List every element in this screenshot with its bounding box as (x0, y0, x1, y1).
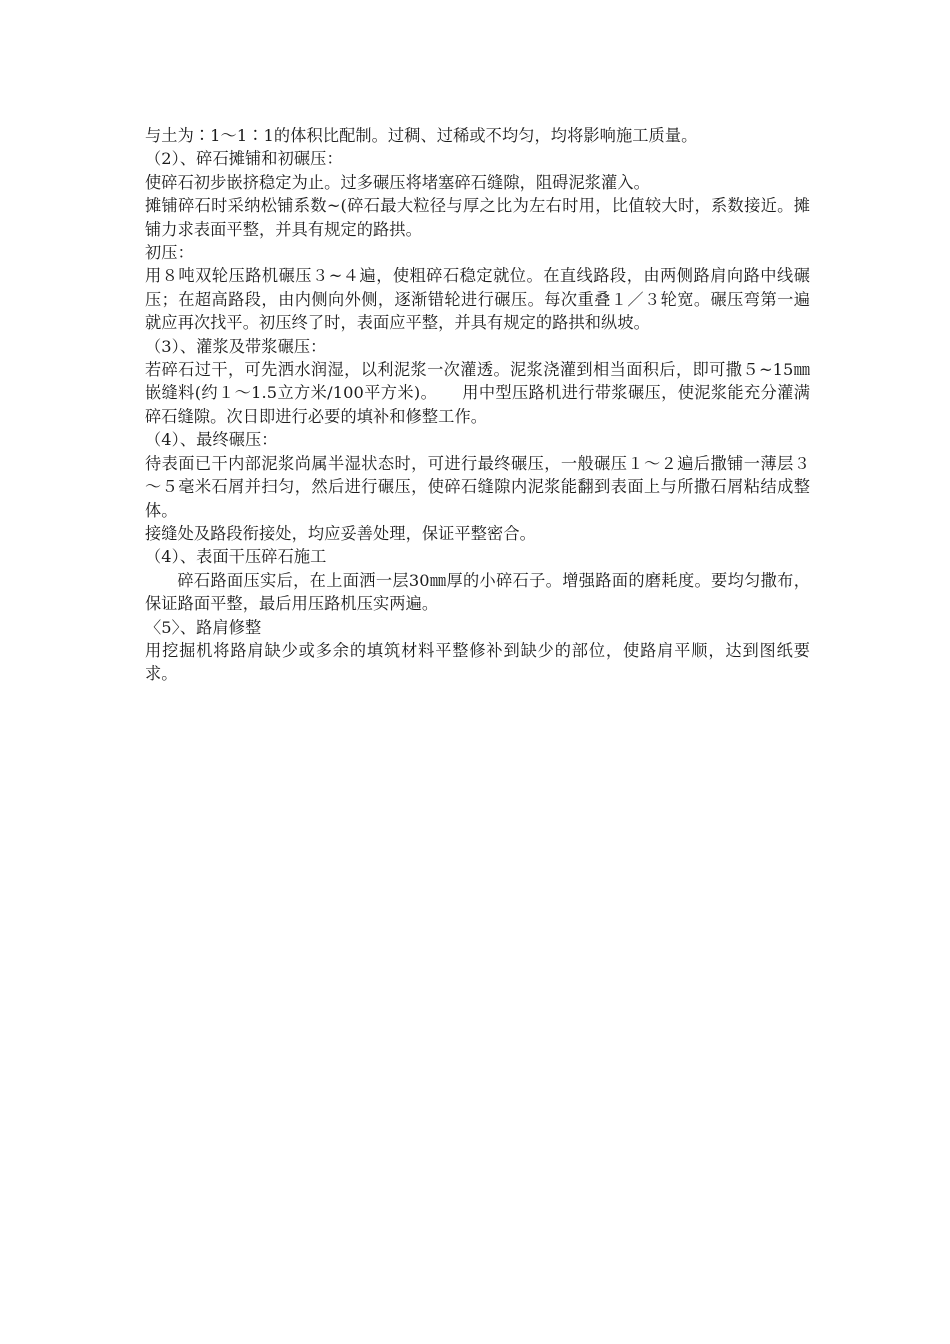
paragraph-mix-ratio: 与土为∶1～1∶1的体积比配制。过稠、过稀或不均匀，均将影响施工质量。 (145, 126, 698, 145)
paragraph-dry-pressed-surface: 碎石路面压实后，在上面洒一层30㎜厚的小碎石子。增强路面的磨耗度。要均匀撒布，保证路面平整，最后用压路机压实两遍。 (145, 570, 810, 614)
heading-final-rolling: （4）、最终碾压： (145, 430, 278, 450)
paragraph-final-rolling: 待表面已干内部泥浆尚属半湿状态时，可进行最终碾压，一般碾压１～２遍后撒铺一薄层３～５毫米石屑并扫匀，然后进行碾压，使碎石缝隙内泥浆能翻到表面上与所撒石屑粘结成整体。 (145, 453, 810, 520)
heading-grouting-rolling: （3）、灌浆及带浆碾压： (145, 336, 327, 356)
paragraph-shoulder-trimming: 用挖掘机将路肩缺少或多余的填筑材料平整修补到缺少的部位，使路肩平顺，达到图纸要求。 (145, 640, 810, 684)
heading-spreading-initial-rolling: （2）、碎石摊铺和初碾压： (145, 149, 343, 169)
document-page (145, 124, 810, 686)
paragraph-initial-interlock: 使碎石初步嵌挤稳定为止。过多碾压将堵塞碎石缝隙，阻碍泥浆灌入。 (145, 172, 650, 192)
heading-shoulder-trimming: 〈5〉、路肩修整 (145, 617, 262, 637)
paragraph-grouting: 若碎石过干，可先洒水润湿，以利泥浆一次灌透。泥浆浇灌到相当面积后，即可撒５~15㎜嵌缝料(约１～1.5立方米/100平方米)。 用中型压路机进行带浆碾压，使泥浆能充分灌满碎石缝隙。次日即进行必要的填补和修整工作。 (145, 360, 810, 426)
paragraph-initial-pressing: 用８吨双轮压路机碾压３~４遍，使粗碎石稳定就位。在直线路段，由两侧路肩向路中线碾压；在超高路段，由内侧向外侧，逐渐错轮进行碾压。每次重叠１／３轮宽。碾压弯第一遍就应再次找平。初压终了时，表面应平整，并具有规定的路拱和纵坡。 (145, 266, 810, 333)
paragraph-loose-coefficient: 摊铺碎石时采纳松铺系数~(碎石最大粒径与厚之比为左右时用，比值较大时，系数接近。摊铺力求表面平整，并具有规定的路拱。 (145, 196, 810, 239)
paragraph-joints: 接缝处及路段衔接处，均应妥善处理，保证平整密合。 (145, 523, 536, 543)
heading-initial-pressing: 初压： (145, 243, 194, 263)
heading-dry-pressed-surface: （4）、表面干压碎石施工 (145, 547, 327, 567)
